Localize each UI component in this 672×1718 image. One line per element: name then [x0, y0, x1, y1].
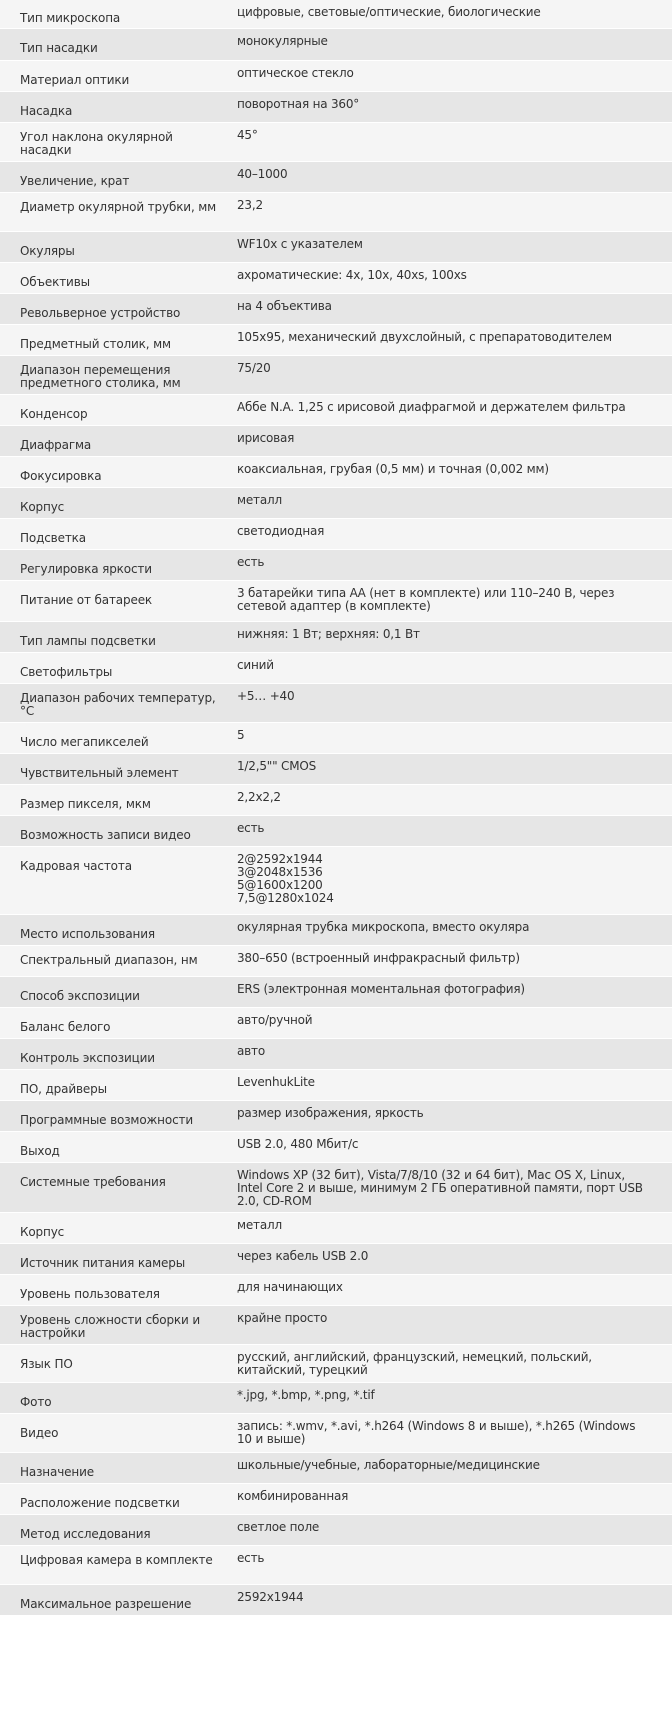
spec-row: [0, 815, 672, 846]
spec-value: есть: [229, 815, 672, 846]
spec-label: Регулировка яркости: [0, 549, 229, 580]
spec-value: 23,2: [229, 192, 672, 231]
spec-row: [0, 487, 672, 518]
spec-label: Системные требования: [0, 1162, 229, 1212]
spec-value: запись: *.wmv, *.avi, *.h264 (Windows 8 и выше), *.h265 (Windows 10 и выше): [229, 1413, 672, 1452]
spec-value: школьные/учебные, лабораторные/медицинские: [229, 1452, 672, 1483]
spec-value: 40–1000: [229, 161, 672, 192]
spec-label: Диапазон рабочих температур, °C: [0, 683, 229, 722]
spec-label: Язык ПО: [0, 1344, 229, 1382]
spec-label: Конденсор: [0, 394, 229, 425]
spec-label: Контроль экспозиции: [0, 1038, 229, 1069]
spec-row: [0, 1413, 672, 1452]
spec-label: Тип лампы подсветки: [0, 621, 229, 652]
spec-row: [0, 914, 672, 945]
spec-label: Диаметр окулярной трубки, мм: [0, 192, 229, 231]
spec-label: Выход: [0, 1131, 229, 1162]
spec-value: ахроматические: 4x, 10x, 40xs, 100xs: [229, 262, 672, 293]
spec-row: [0, 549, 672, 580]
spec-value: поворотная на 360°: [229, 91, 672, 122]
spec-row: [0, 262, 672, 293]
spec-value: для начинающих: [229, 1274, 672, 1305]
spec-label: Револьверное устройство: [0, 293, 229, 324]
spec-row: [0, 976, 672, 1007]
spec-label: Цифровая камера в комплекте: [0, 1545, 229, 1584]
spec-value: USB 2.0, 480 Мбит/с: [229, 1131, 672, 1162]
spec-row: [0, 580, 672, 621]
spec-label: Видео: [0, 1413, 229, 1452]
spec-value: ирисовая: [229, 425, 672, 456]
spec-row: [0, 394, 672, 425]
spec-value: WF10x с указателем: [229, 231, 672, 262]
spec-row: [0, 293, 672, 324]
spec-label: Возможность записи видео: [0, 815, 229, 846]
spec-label: Диафрагма: [0, 425, 229, 456]
spec-value: 5: [229, 722, 672, 753]
spec-row: [0, 1212, 672, 1243]
spec-row: [0, 28, 672, 60]
spec-value-line: 3@2048x1536: [237, 864, 323, 879]
spec-label: Максимальное разрешение: [0, 1584, 229, 1615]
spec-label: Светофильтры: [0, 652, 229, 683]
spec-value: 380–650 (встроенный инфракрасный фильтр): [229, 945, 672, 976]
spec-label: ПО, драйверы: [0, 1069, 229, 1100]
spec-value: Аббе N.A. 1,25 с ирисовой диафрагмой и держателем фильтра: [229, 394, 672, 425]
spec-label: Метод исследования: [0, 1514, 229, 1545]
spec-label: Назначение: [0, 1452, 229, 1483]
spec-label: Баланс белого: [0, 1007, 229, 1038]
spec-row: [0, 91, 672, 122]
spec-label: Чувствительный элемент: [0, 753, 229, 784]
spec-value: металл: [229, 1212, 672, 1243]
spec-label: Увеличение, крат: [0, 161, 229, 192]
spec-label: Предметный столик, мм: [0, 324, 229, 355]
spec-label: Окуляры: [0, 231, 229, 262]
spec-row: [0, 1514, 672, 1545]
spec-row: [0, 1038, 672, 1069]
spec-value: светлое поле: [229, 1514, 672, 1545]
spec-row: [0, 324, 672, 355]
spec-row: [0, 1069, 672, 1100]
spec-value: монокулярные: [229, 28, 672, 60]
spec-row: [0, 753, 672, 784]
spec-value: через кабель USB 2.0: [229, 1243, 672, 1274]
spec-label: Кадровая частота: [0, 846, 229, 914]
spec-value: 45°: [229, 122, 672, 161]
spec-value: коаксиальная, грубая (0,5 мм) и точная (0,002 мм): [229, 456, 672, 487]
spec-row: [0, 1584, 672, 1615]
spec-row: [0, 1545, 672, 1584]
spec-label: Уровень сложности сборки и настройки: [0, 1305, 229, 1344]
spec-value-line: 5@1600x1200: [237, 877, 323, 892]
spec-label: Уровень пользователя: [0, 1274, 229, 1305]
spec-row: [0, 846, 672, 914]
spec-row: [0, 784, 672, 815]
spec-row: [0, 1382, 672, 1413]
spec-value: 75/20: [229, 355, 672, 394]
spec-value: светодиодная: [229, 518, 672, 549]
spec-row: [0, 231, 672, 262]
spec-row: [0, 1243, 672, 1274]
spec-label: Корпус: [0, 1212, 229, 1243]
spec-row: [0, 456, 672, 487]
spec-row: [0, 1131, 672, 1162]
spec-label: Тип насадки: [0, 28, 229, 60]
spec-value: русский, английский, французский, немецкий, польский, китайский, турецкий: [229, 1344, 672, 1382]
spec-label: Расположение подсветки: [0, 1483, 229, 1514]
spec-label: Питание от батареек: [0, 580, 229, 621]
spec-value: есть: [229, 1545, 672, 1584]
spec-row: [0, 425, 672, 456]
spec-value: авто: [229, 1038, 672, 1069]
spec-label: Тип микроскопа: [0, 0, 229, 28]
spec-row: [0, 1305, 672, 1344]
spec-row: [0, 1344, 672, 1382]
spec-row: [0, 355, 672, 394]
spec-value: 3 батарейки типа АА (нет в комплекте) или 110–240 В, через сетевой адаптер (в комплекте): [229, 580, 672, 621]
spec-label: Фото: [0, 1382, 229, 1413]
spec-label: Материал оптики: [0, 60, 229, 91]
spec-value: металл: [229, 487, 672, 518]
spec-row: [0, 945, 672, 976]
spec-value: LevenhukLite: [229, 1069, 672, 1100]
spec-value-line: 7,5@1280x1024: [237, 890, 334, 905]
spec-value: на 4 объектива: [229, 293, 672, 324]
spec-value: [229, 846, 672, 914]
spec-label: Размер пикселя, мкм: [0, 784, 229, 815]
spec-row: [0, 122, 672, 161]
spec-value: цифровые, световые/оптические, биологические: [229, 0, 672, 28]
spec-label: Спектральный диапазон, нм: [0, 945, 229, 976]
spec-row: [0, 518, 672, 549]
spec-label: Корпус: [0, 487, 229, 518]
spec-value: размер изображения, яркость: [229, 1100, 672, 1131]
spec-label: Угол наклона окулярной насадки: [0, 122, 229, 161]
spec-value: *.jpg, *.bmp, *.png, *.tif: [229, 1382, 672, 1413]
spec-value: крайне просто: [229, 1305, 672, 1344]
spec-label: Диапазон перемещения предметного столика, мм: [0, 355, 229, 394]
spec-value: ERS (электронная моментальная фотография): [229, 976, 672, 1007]
spec-row: [0, 683, 672, 722]
spec-value: Windows XP (32 бит), Vista/7/8/10 (32 и 64 бит), Mac OS X, Linux, Intel Core 2 и выше, минимум 2 ГБ оперативной памяти, порт USB 2.0, CD-ROM: [229, 1162, 672, 1212]
spec-row: [0, 1452, 672, 1483]
spec-label: Насадка: [0, 91, 229, 122]
spec-label: Число мегапикселей: [0, 722, 229, 753]
spec-row: [0, 60, 672, 91]
spec-row: [0, 1100, 672, 1131]
spec-value-line: 2@2592x1944: [237, 851, 323, 866]
spec-value: 105x95, механический двухслойный, с препаратоводителем: [229, 324, 672, 355]
spec-row: [0, 722, 672, 753]
spec-row: [0, 1162, 672, 1212]
spec-label: Подсветка: [0, 518, 229, 549]
spec-value: 1/2,5"" CMOS: [229, 753, 672, 784]
spec-label: Источник питания камеры: [0, 1243, 229, 1274]
spec-row: [0, 1007, 672, 1038]
spec-value: синий: [229, 652, 672, 683]
spec-label: Объективы: [0, 262, 229, 293]
spec-value: оптическое стекло: [229, 60, 672, 91]
spec-value: авто/ручной: [229, 1007, 672, 1038]
spec-value: окулярная трубка микроскопа, вместо окуляра: [229, 914, 672, 945]
spec-value: 2,2x2,2: [229, 784, 672, 815]
spec-value: есть: [229, 549, 672, 580]
spec-row: [0, 621, 672, 652]
spec-value: нижняя: 1 Вт; верхняя: 0,1 Вт: [229, 621, 672, 652]
spec-label: Программные возможности: [0, 1100, 229, 1131]
spec-row: [0, 192, 672, 231]
spec-value: +5… +40: [229, 683, 672, 722]
spec-row: [0, 1274, 672, 1305]
spec-value: 2592x1944: [229, 1584, 672, 1615]
spec-row: [0, 1483, 672, 1514]
spec-label: Способ экспозиции: [0, 976, 229, 1007]
spec-row: [0, 161, 672, 192]
spec-value: комбинированная: [229, 1483, 672, 1514]
spec-row: [0, 652, 672, 683]
spec-row: [0, 0, 672, 28]
spec-label: Фокусировка: [0, 456, 229, 487]
spec-label: Место использования: [0, 914, 229, 945]
